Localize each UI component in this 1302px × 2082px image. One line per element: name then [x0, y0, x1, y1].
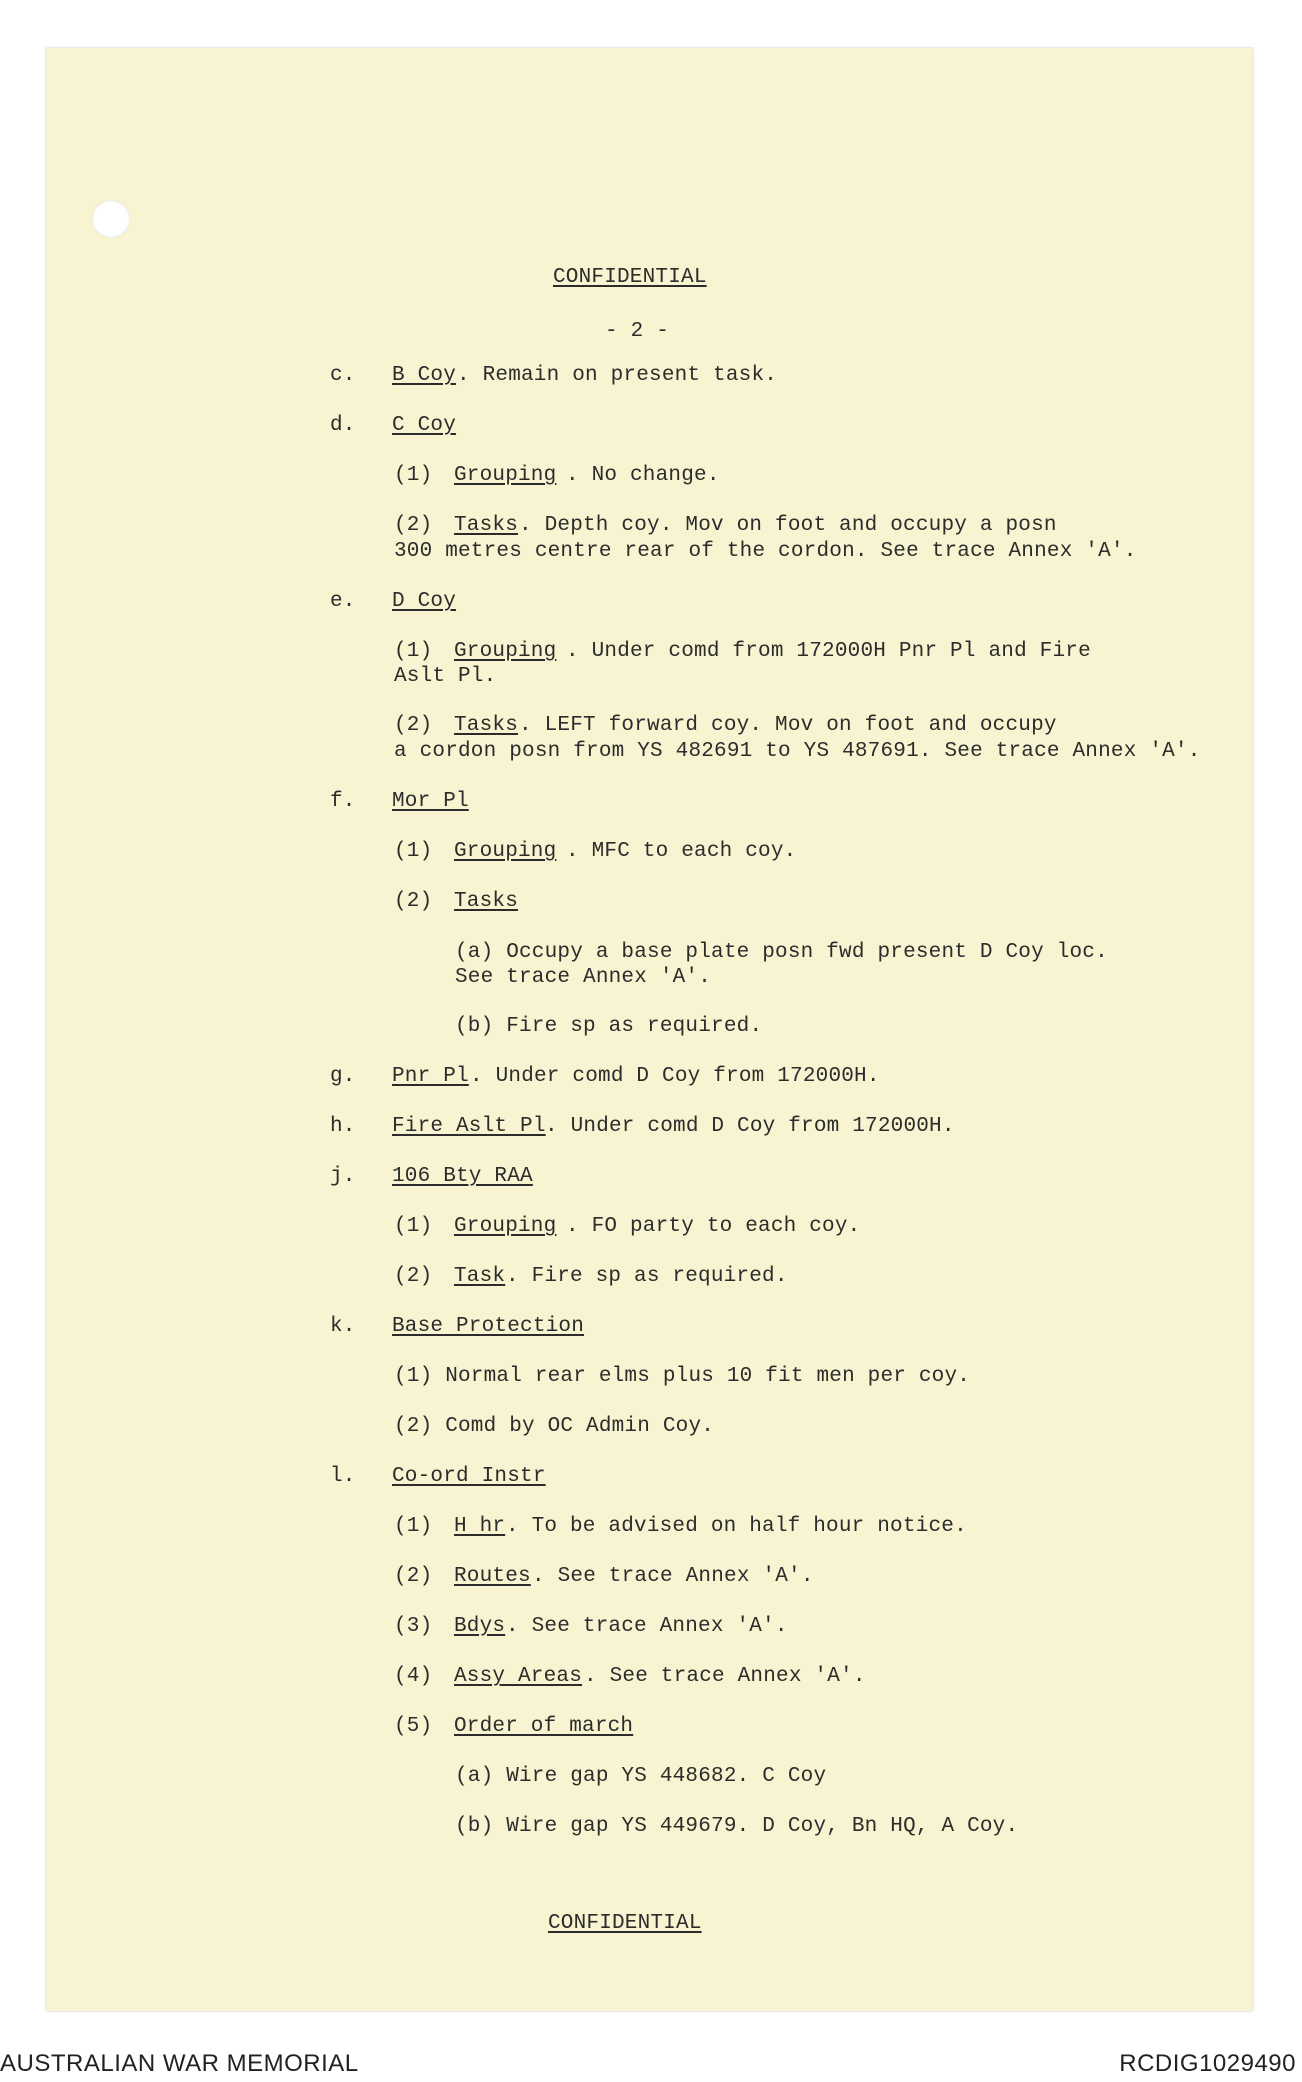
sub-sub-text: (a) Occupy a base plate posn fwd present D Coy loc.	[455, 941, 1108, 964]
sub-text-cont: a cordon posn from YS 482691 to YS 487691. See trace Annex 'A'.	[394, 740, 1201, 763]
sub-num: (1)	[394, 1215, 433, 1238]
item-letter-g: g.	[330, 1065, 356, 1088]
item-letter-e: e.	[330, 590, 356, 613]
page-number: - 2 -	[605, 320, 670, 343]
sub-label: Tasks	[454, 514, 519, 537]
sub-text-cont: 300 metres centre rear of the cordon. See trace Annex 'A'.	[394, 540, 1137, 563]
sub-sub-text: (a) Wire gap YS 448682. C Coy	[455, 1765, 827, 1788]
sub-num: (2)	[394, 890, 433, 913]
sub-text: . See trace Annex 'A'.	[532, 1565, 814, 1588]
sub-label: Bdys	[454, 1615, 506, 1638]
sub-text: . MFC to each coy.	[566, 840, 797, 863]
sub-num: (3)	[394, 1615, 433, 1638]
sub-num: (2)	[394, 1565, 433, 1588]
item-text-h: . Under comd D Coy from 172000H.	[545, 1115, 955, 1138]
item-title-j: 106 Bty RAA	[392, 1165, 533, 1188]
sub-text: . Under comd from 172000H Pnr Pl and Fire	[566, 640, 1091, 663]
item-title-d: C Coy	[392, 414, 457, 437]
sub-label: Grouping	[454, 640, 557, 663]
item-text-g: . Under comd D Coy from 172000H.	[470, 1065, 880, 1088]
sub-num: (1)	[394, 464, 433, 487]
item-letter-l: l.	[330, 1465, 356, 1488]
sub-label: H hr	[454, 1515, 506, 1538]
sub-text: (1) Normal rear elms plus 10 fit men per coy.	[394, 1365, 971, 1388]
sub-label: Routes	[454, 1565, 531, 1588]
sub-num: (2)	[394, 1265, 433, 1288]
item-title-l: Co-ord Instr	[392, 1465, 546, 1488]
item-title-f: Mor Pl	[392, 790, 469, 813]
item-letter-h: h.	[330, 1115, 356, 1138]
sub-text: . Fire sp as required.	[506, 1265, 788, 1288]
sub-label: Grouping	[454, 464, 557, 487]
sub-label: Assy Areas	[454, 1665, 583, 1688]
sub-num: (2)	[394, 714, 433, 737]
sub-num: (5)	[394, 1715, 433, 1738]
item-letter-f: f.	[330, 790, 356, 813]
item-title-h: Fire Aslt Pl	[392, 1115, 546, 1138]
sub-text: . Depth coy. Mov on foot and occupy a posn	[519, 514, 1057, 537]
item-title-e: D Coy	[392, 590, 457, 613]
item-title-g: Pnr Pl	[392, 1065, 469, 1088]
sub-label: Tasks	[454, 714, 519, 737]
punch-hole	[92, 200, 130, 238]
sub-label: Task	[454, 1265, 506, 1288]
sub-text-cont: Aslt Pl.	[394, 665, 497, 688]
item-letter-k: k.	[330, 1315, 356, 1338]
sub-text: (2) Comd by OC Admin Coy.	[394, 1415, 715, 1438]
sub-sub-text: (b) Wire gap YS 449679. D Coy, Bn HQ, A Coy.	[455, 1815, 1019, 1838]
source-id: RCDIG1029490	[1119, 2050, 1296, 2077]
sub-text: . No change.	[566, 464, 720, 487]
source-institution: AUSTRALIAN WAR MEMORIAL	[0, 2050, 359, 2077]
sub-num: (1)	[394, 640, 433, 663]
sub-label: Grouping	[454, 840, 557, 863]
sub-num: (4)	[394, 1665, 433, 1688]
sub-text: . FO party to each coy.	[566, 1215, 861, 1238]
item-letter-d: d.	[330, 414, 356, 437]
sub-text: . To be advised on half hour notice.	[506, 1515, 967, 1538]
sub-num: (1)	[394, 840, 433, 863]
sub-num: (2)	[394, 514, 433, 537]
sub-num: (1)	[394, 1515, 433, 1538]
sub-text: . See trace Annex 'A'.	[584, 1665, 866, 1688]
item-title-c: B Coy	[392, 364, 457, 387]
item-letter-j: j.	[330, 1165, 356, 1188]
sub-label: Grouping	[454, 1215, 557, 1238]
item-letter-c: c.	[330, 364, 356, 387]
item-text-c: . Remain on present task.	[457, 364, 778, 387]
classification-header: CONFIDENTIAL	[553, 266, 707, 289]
sub-label: Order of march	[454, 1715, 634, 1738]
sub-sub-text-cont: See trace Annex 'A'.	[455, 966, 712, 989]
sub-label: Tasks	[454, 890, 519, 913]
classification-footer: CONFIDENTIAL	[548, 1912, 702, 1935]
item-title-k: Base Protection	[392, 1315, 585, 1338]
sub-text: . See trace Annex 'A'.	[506, 1615, 788, 1638]
sub-text: . LEFT forward coy. Mov on foot and occupy	[519, 714, 1057, 737]
sub-sub-text: (b) Fire sp as required.	[455, 1015, 763, 1038]
